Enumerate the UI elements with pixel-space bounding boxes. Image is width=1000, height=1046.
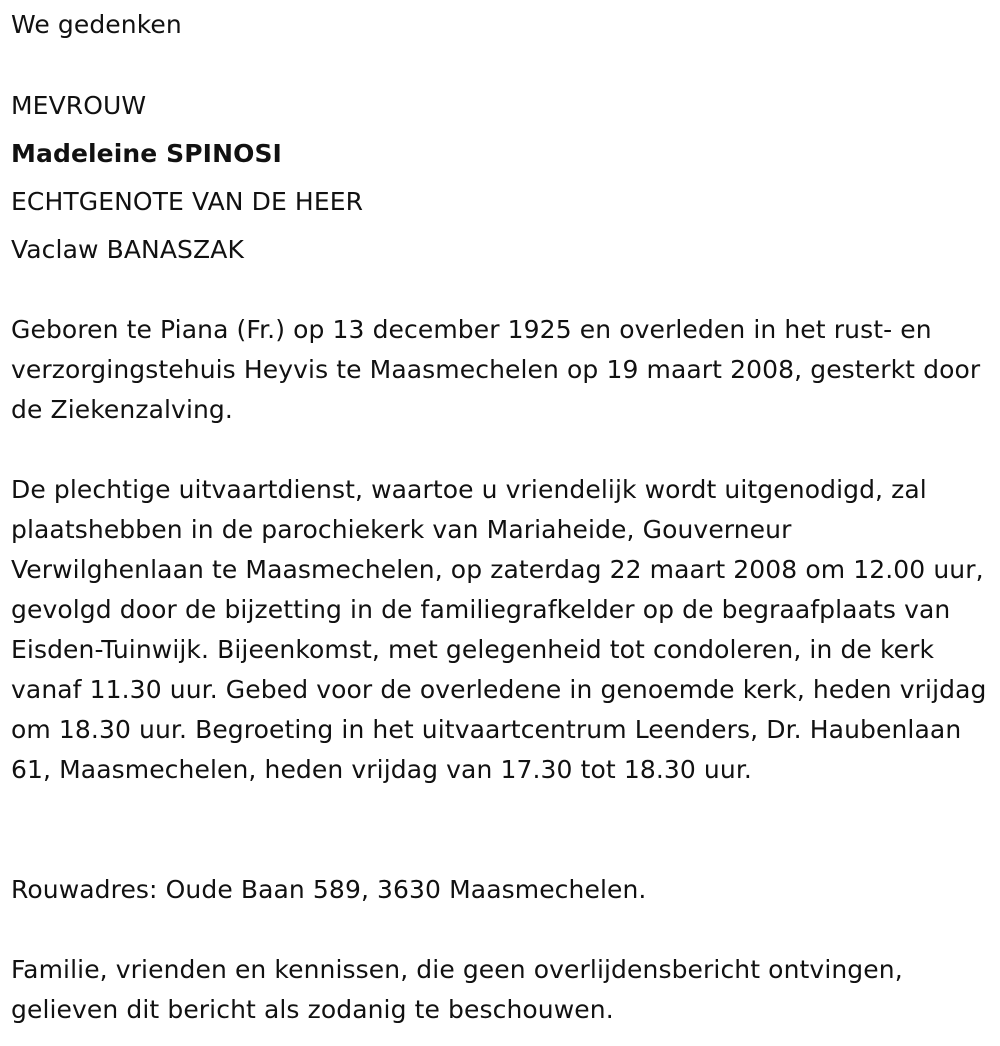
closing-paragraph: Familie, vrienden en kennissen, die geen overlijdensbericht ontvingen, gelieven dit bericht als zodanig te beschouwen. xyxy=(11,955,903,1024)
intro-text: We gedenken xyxy=(11,10,182,39)
relation-text: ECHTGENOTE VAN DE HEER xyxy=(11,187,364,216)
spouse-name: Vaclaw BANASZAK xyxy=(11,235,244,264)
mourning-address: Rouwadres: Oude Baan 589, 3630 Maasmechelen. xyxy=(11,875,647,904)
birth-death-paragraph: Geboren te Piana (Fr.) op 13 december 1925 en overleden in het rust- en verzorgingstehuis Heyvis te Maasmechelen op 19 maart 2008, gesterkt door de Ziekenzalving. xyxy=(11,315,981,424)
funeral-paragraph: De plechtige uitvaartdienst, waartoe u vriendelijk wordt uitgenodigd, zal plaatshebben in de parochiekerk van Mariaheide, Gouverneur Verwilghenlaan te Maasmechelen, op zaterdag 22 maart 2008 om 12.00 uur, gevolgd door de bijzetting in de familiegrafkelder op de begraafplaats van Eisden-Tuinwijk. Bijeenkomst, met gelegenheid tot condoleren, in de kerk vanaf 11.30 uur. Gebed voor de overledene in genoemde kerk, heden vrijdag om 18.30 uur. Begroeting in het uitvaartcentrum Leenders, Dr. Haubenlaan 61, Maasmechelen, heden vrijdag van 17.30 tot 18.30 uur. xyxy=(11,475,987,784)
honorific-title: MEVROUW xyxy=(11,91,147,120)
deceased-name: Madeleine SPINOSI xyxy=(11,139,282,168)
